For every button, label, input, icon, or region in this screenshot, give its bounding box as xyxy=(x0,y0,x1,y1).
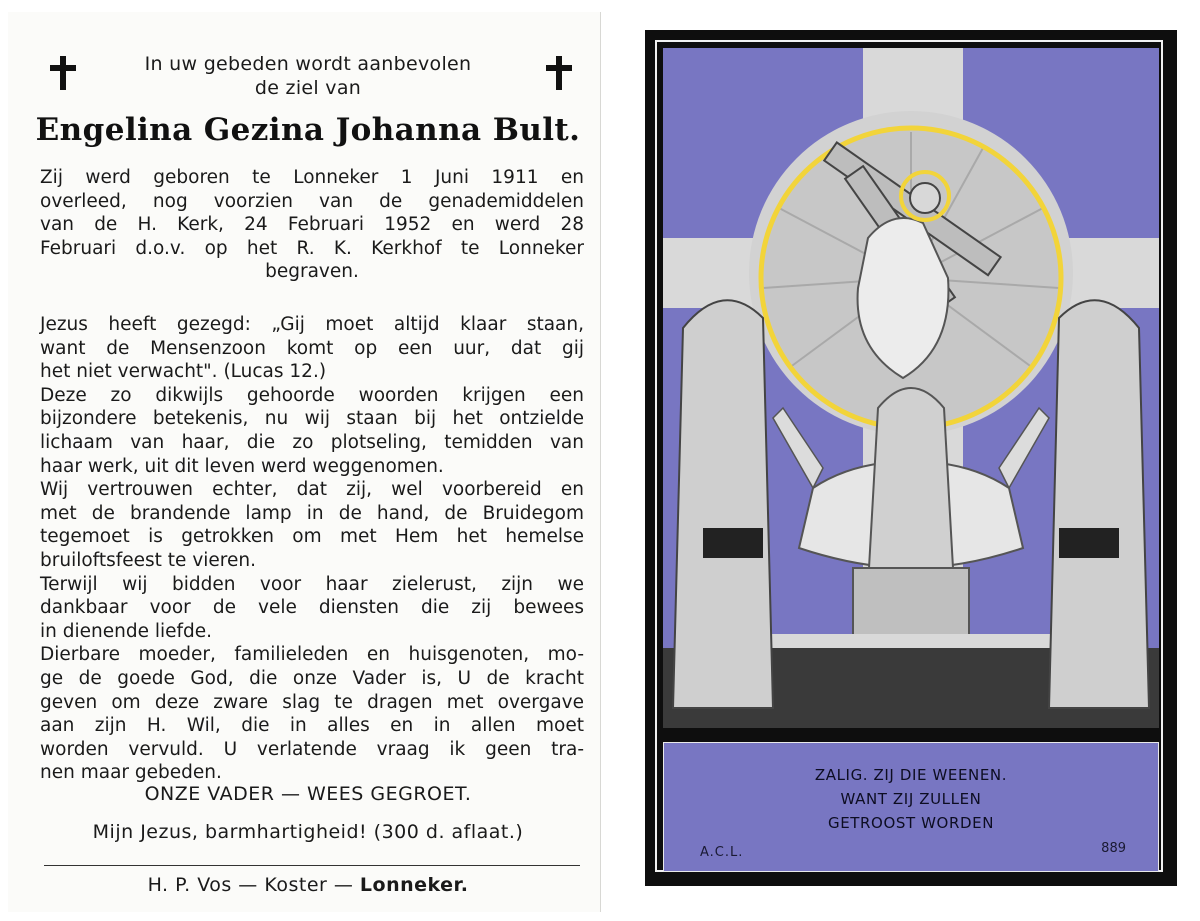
caption-line: GETROOST WORDEN xyxy=(827,814,995,832)
text-line: bijzondere betekenis, nu wij staan bij het ontzielde xyxy=(40,408,584,430)
text-line: ge de goede God, die onze Vader is, U de kracht xyxy=(40,667,584,689)
text-line: van de H. Kerk, 24 Februari 1952 en werd 28 xyxy=(40,214,584,236)
meditation-text xyxy=(40,313,584,785)
text-line: lichaam van haar, die zo plotseling, temidden van xyxy=(40,431,584,453)
intro-line: In uw gebeden wordt aanbevolen xyxy=(144,53,472,75)
left-mourner xyxy=(673,300,773,708)
text-line: aan zijn H. Wil, die in alles en in allen moet xyxy=(40,715,584,737)
text-line: nen maar gebeden. xyxy=(40,762,222,784)
religious-illustration xyxy=(663,48,1159,728)
text-line: het niet verwacht". (Lucas 12.) xyxy=(40,361,327,383)
printer-credit xyxy=(38,873,578,897)
cross-icon xyxy=(546,56,572,90)
deceased-name: Engelina Gezina Johanna Bult. xyxy=(35,112,581,148)
text-line: Deze zo dikwijls gehoorde woorden krijgen een xyxy=(40,384,584,406)
memorial-text-card xyxy=(8,12,601,912)
separator: — xyxy=(327,874,360,896)
period: . xyxy=(460,874,469,896)
printer-role: Koster xyxy=(264,874,328,896)
text-line: begraven. xyxy=(265,261,359,283)
publisher-mark: A.C.L. xyxy=(700,845,744,860)
text-line: overleed, nog voorzien van de genademiddelen xyxy=(40,190,584,212)
caption-line: WANT ZIJ ZULLEN xyxy=(840,790,982,808)
kneeling-figure-veil xyxy=(869,388,953,568)
caption-line: ZALIG. ZIJ DIE WEENEN. xyxy=(814,766,1008,784)
separator: — xyxy=(231,874,265,896)
floor-step xyxy=(753,634,1069,648)
prayer-line: ONZE VADER — WEES GEGROET. xyxy=(144,783,472,805)
text-line: dankbaar voor de vele diensten die zij bewees xyxy=(40,597,584,619)
biography-paragraph xyxy=(40,166,584,284)
left-mourner-sash xyxy=(703,528,763,558)
text-line: Terwijl wij bidden voor haar zielerust, zijn we xyxy=(40,573,584,595)
right-mourner xyxy=(1049,300,1149,708)
right-mourner-sash xyxy=(1059,528,1119,558)
text-line: Wij vertrouwen echter, dat zij, wel voorbereid en xyxy=(40,479,584,501)
indulgence-line: Mijn Jezus, barmhartigheid! (300 d. aflaat.) xyxy=(92,821,524,843)
card-number: 889 xyxy=(1101,841,1126,856)
intro-line: de ziel van xyxy=(254,77,362,99)
text-line: want de Mensenzoon komt op een uur, dat gij xyxy=(40,337,584,359)
text-line: Jezus heeft gezegd: „Gij moet altijd klaar staan, xyxy=(40,314,584,335)
devotional-image-card xyxy=(645,30,1177,886)
caption-panel xyxy=(663,742,1159,872)
printer-place: Lonneker xyxy=(359,874,461,896)
text-line: worden vervuld. U verlatende vraag ik geen tra- xyxy=(40,738,584,760)
christ-head xyxy=(910,183,940,213)
text-line: bruiloftsfeest te vieren. xyxy=(40,549,256,571)
text-line: Zij werd geboren te Lonneker 1 Juni 1911 en xyxy=(40,167,584,188)
divider xyxy=(44,865,580,866)
text-line: haar werk, uit dit leven werd weggenomen. xyxy=(40,455,444,477)
text-line: geven om deze zware slag te dragen met overgave xyxy=(40,691,584,713)
text-line: in dienende liefde. xyxy=(40,620,213,642)
printer-name: H. P. Vos xyxy=(147,874,232,896)
text-line: Februari d.o.v. op het R. K. Kerkhof te Lonneker xyxy=(40,237,584,259)
text-line: met de brandende lamp in de hand, de Bruidegom xyxy=(40,502,584,524)
text-line: tegemoet is getrokken om met Hem het hemelse xyxy=(40,526,584,548)
text-line: Dierbare moeder, familieleden en huisgenoten, mo- xyxy=(40,644,584,666)
